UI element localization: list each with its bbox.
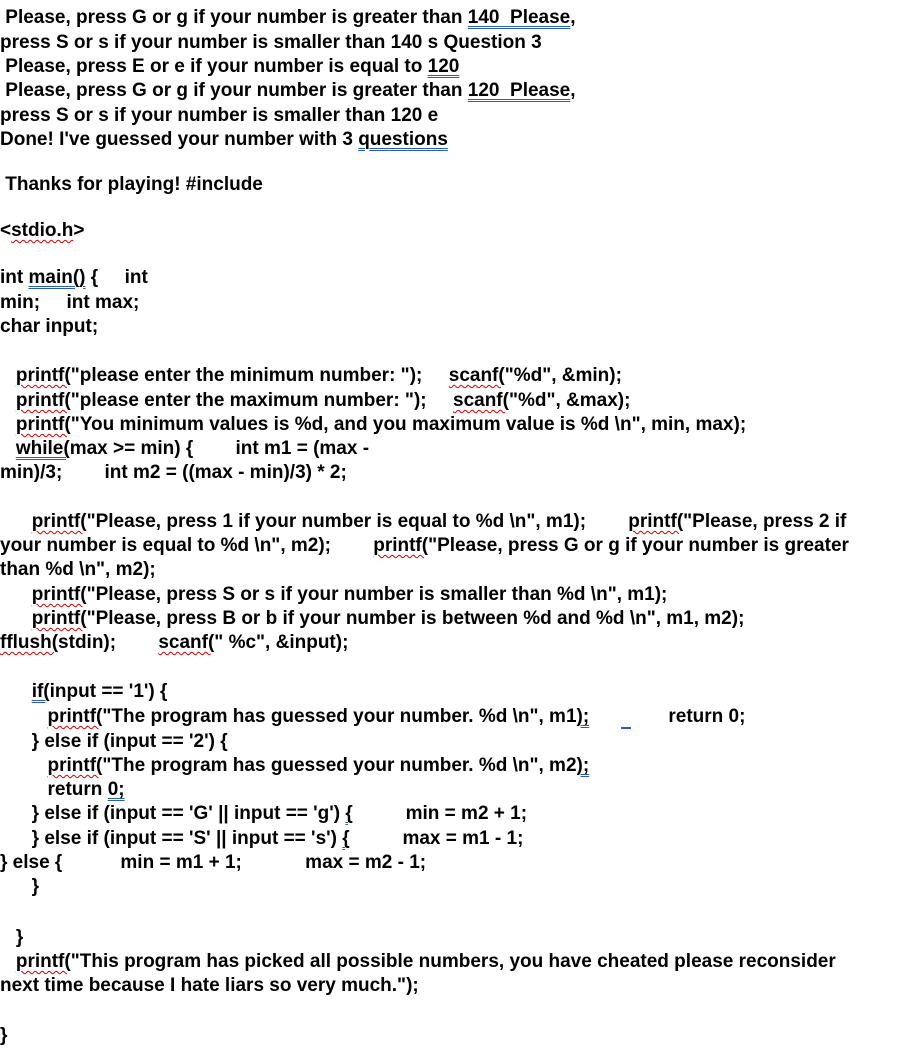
text-line: } <box>0 1025 8 1046</box>
text-line: press S or s if your number is smaller than 120 e <box>0 105 439 126</box>
text-line: printf("The program has guessed your number. %d \n", m2); <box>47 755 590 776</box>
text-line: Please, press E or e if your number is equal to 120 <box>0 56 460 77</box>
text-line: return 0; <box>0 779 125 800</box>
text-line: printf("Please, press S or s if your number is smaller than %d \n", m1); <box>31 584 668 605</box>
grammar-check-underline: 120 Please <box>467 80 571 101</box>
text-line: printf("please enter the maximum number: "); scanf("%d", &max); <box>15 390 631 411</box>
text-line: } <box>0 927 24 948</box>
text-line: while(max >= min) { int m1 = (max - <box>15 438 370 459</box>
text-line: } else if (input == '2') { <box>0 731 228 752</box>
spell-check-underline: printf( <box>15 414 71 435</box>
grammar-check-underline: ); <box>576 706 590 727</box>
text-line: printf("You minimum values is %d, and you maximum value is %d \n", min, max); <box>15 414 747 435</box>
spell-check-underline: printf( <box>47 706 103 727</box>
spell-check-underline: printf( <box>15 365 71 386</box>
spell-check-underline: printf( <box>31 511 87 532</box>
grammar-check-underline <box>621 706 632 729</box>
text-line: than %d \n", m2); <box>0 559 156 580</box>
text-line: printf("This program has picked all possible numbers, you have cheated please reconsider <box>15 951 836 972</box>
text-line: printf("please enter the minimum number: "); scanf("%d", &min); <box>15 365 622 386</box>
spell-check-underline: printf( <box>15 390 71 411</box>
spell-check-underline: printf( <box>373 535 429 556</box>
text-line: char input; <box>0 316 99 337</box>
text-line: your number is equal to %d \n", m2); printf("Please, press G or g if your number is greater <box>0 535 849 556</box>
spell-check-underline: stdio.h <box>11 220 74 241</box>
text-line: min)/3; int m2 = ((max - min)/3) * 2; <box>0 462 347 483</box>
grammar-check-underline: if( <box>31 681 50 702</box>
text-line: press S or s if your number is smaller than 140 s Question 3 <box>0 32 542 53</box>
grammar-check-underline: questions <box>358 129 448 150</box>
grammar-check-underline: ); <box>576 755 590 776</box>
grammar-check-underline: { <box>345 803 353 824</box>
grammar-check-underline: 140 Please <box>467 7 571 28</box>
grammar-check-underline: while( <box>15 438 70 459</box>
text-line: Done! I've guessed your number with 3 questions <box>0 129 448 150</box>
text-line: if(input == '1') { <box>31 681 168 702</box>
text-line: Thanks for playing! #include <box>0 174 263 195</box>
text-line: fflush(stdin); scanf(" %c", &input); <box>0 632 349 653</box>
spell-check-underline: printf( <box>31 608 87 629</box>
grammar-check-underline: 120 <box>427 56 460 77</box>
text-line: Please, press G or g if your number is greater than 120 Please, <box>0 80 576 101</box>
text-line: next time because I hate liars so very much."); <box>0 975 419 996</box>
text-line: } <box>0 876 40 897</box>
spell-check-underline: fflush( <box>0 632 59 653</box>
text-line: } else if (input == 'S' || input == 's') { max = m1 - 1; <box>0 828 524 849</box>
text-line: } else if (input == 'G' || input == 'g') { min = m2 + 1; <box>0 803 528 824</box>
spell-check-underline: scanf( <box>453 390 509 411</box>
spell-check-underline: printf( <box>628 511 684 532</box>
text-line: min; int max; <box>0 292 140 313</box>
text-line: printf("Please, press B or b if your number is between %d and %d \n", m1, m2); <box>31 608 745 629</box>
text-line: printf("The program has guessed your number. %d \n", m1); return 0; <box>47 706 746 727</box>
text-line: int main() { int <box>0 267 148 288</box>
spell-check-underline: scanf( <box>448 365 505 386</box>
grammar-check-underline: 0; <box>107 779 125 800</box>
text-line: Please, press G or g if your number is greater than 140 Please, <box>0 7 576 28</box>
text-line: <stdio.h> <box>0 220 85 241</box>
spell-check-underline: printf( <box>47 755 103 776</box>
grammar-check-underline: { <box>342 828 350 849</box>
grammar-check-underline: main() <box>28 267 86 288</box>
spell-check-underline: scanf( <box>158 632 215 653</box>
spell-check-underline: printf( <box>15 951 71 972</box>
spell-check-underline: printf( <box>31 584 87 605</box>
text-line: printf("Please, press 1 if your number is equal to %d \n", m1); printf("Please, press 2 if <box>31 511 847 532</box>
text-line: } else { min = m1 + 1; max = m2 - 1; <box>0 852 427 873</box>
